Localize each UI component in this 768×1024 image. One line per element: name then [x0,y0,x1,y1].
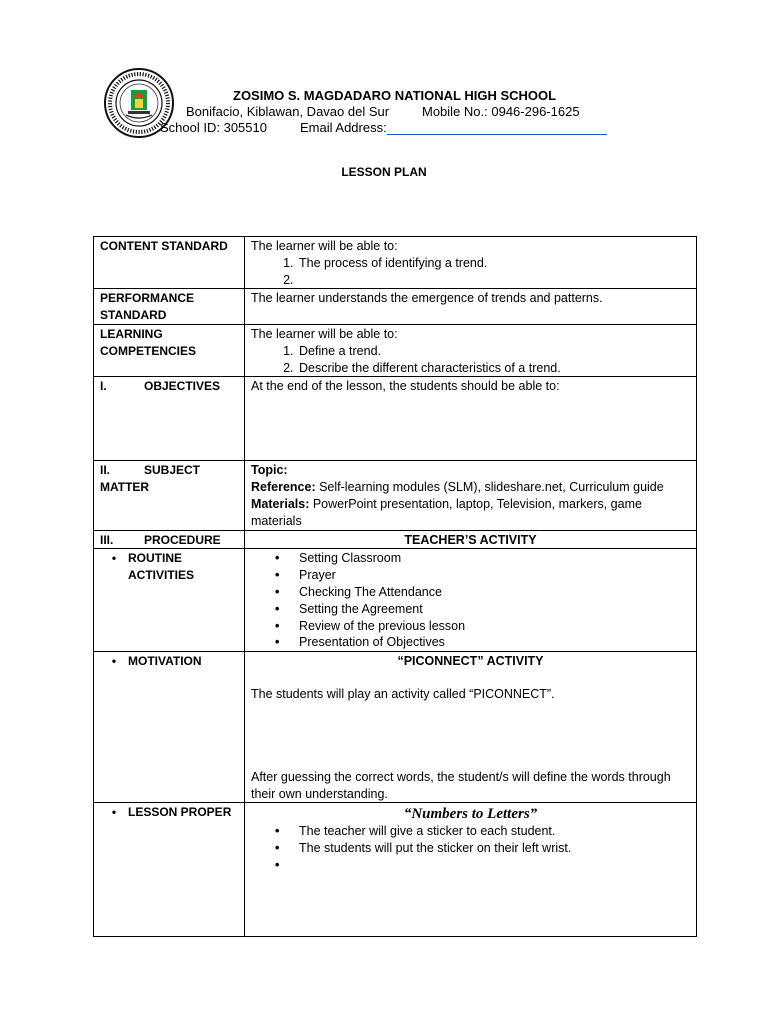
list-item [297,857,690,874]
learning-competencies-label: LEARNING COMPETENCIES [94,324,245,376]
topic-label: Topic: [251,463,288,478]
list-item: • Prayer [297,567,690,584]
list-item: • Checking The Attendance [297,584,690,601]
email-blank-line [387,134,607,135]
learning-competencies-intro: The learner will be able to: [251,326,398,341]
school-address: Bonifacio, Kiblawan, Davao del Sur [186,104,390,119]
motivation-cell [245,652,697,803]
performance-standard-label: PERFORMANCE STANDARD [94,289,245,325]
row-lesson-proper [94,803,697,937]
row-procedure [94,530,697,549]
row-routine-activities [94,549,697,652]
reference-text: Self-learning modules (SLM), slideshare.net, Curriculum guide [315,480,664,495]
lesson-proper-list [251,823,690,873]
lesson-plan-table [93,236,697,937]
objectives-label-cell [94,377,245,461]
list-item: • Review of the previous lesson [297,618,690,635]
subject-matter-cell [245,461,697,530]
procedure-label-cell [94,530,245,549]
routine-cell [245,549,697,652]
performance-standard-text: The learner understands the emergence of trends and patterns. [245,289,697,325]
school-name: ZOSIMO S. MAGDADARO NATIONAL HIGH SCHOOL [233,88,557,103]
reference-label: Reference: [251,480,316,495]
lesson-proper-bullet: • [111,805,117,820]
routine-label: ROUTINE ACTIVITIES [128,551,195,583]
objectives-text: At the end of the lesson, the students should be able to: [245,377,697,461]
learning-competencies-cell [245,324,697,376]
mobile-number: Mobile No.: 0946-296-1625 [422,104,580,119]
row-performance-standard [94,289,697,325]
list-item [297,272,690,289]
routine-bullet: • [111,551,117,566]
motivation-label-cell [94,652,245,803]
lesson-proper-label: LESSON PROPER [128,805,232,820]
list-item: • The students will put the sticker on their left wrist. [297,840,690,857]
list-item: • The teacher will give a sticker to each student. [297,823,690,840]
objectives-label: OBJECTIVES [144,379,221,394]
materials-label: Materials: [251,496,310,511]
row-objectives [94,377,697,461]
email-label: Email Address: [300,120,387,135]
learning-competencies-list [251,343,690,377]
piconnect-heading: “PICONNECT” ACTIVITY [397,654,544,669]
motivation-text-2: After guessing the correct words, the student/s will define the words through their own understanding. [251,769,671,801]
list-item: 1. Define a trend. [297,343,690,360]
list-item: • Setting Classroom [297,550,690,567]
list-item: 1. The process of identifying a trend. [297,255,690,272]
school-id: School ID: 305510 [160,120,267,135]
document-title: LESSON PLAN [341,165,427,179]
motivation-bullet: • [111,654,117,669]
content-standard-label: CONTENT STANDARD [94,237,245,289]
row-learning-competencies [94,324,697,376]
content-standard-list [251,255,690,289]
objectives-roman: I. [100,379,107,394]
materials-text: PowerPoint presentation, laptop, Television, markers, game materials [251,496,642,528]
routine-label-cell [94,549,245,652]
list-item: • Presentation of Objectives [297,634,690,651]
subject-matter-label-cell [94,461,245,530]
teachers-activity-heading: TEACHER’S ACTIVITY [245,530,697,549]
subject-matter-label: SUBJECT MATTER [100,463,201,495]
procedure-label: PROCEDURE [144,532,221,547]
list-item: • Setting the Agreement [297,601,690,618]
numbers-to-letters-heading: “Numbers to Letters” [403,806,538,823]
row-motivation [94,652,697,803]
content-standard-intro: The learner will be able to: [251,239,398,253]
row-subject-matter [94,461,697,530]
motivation-text-1: The students will play an activity called “PICONNECT”. [251,686,555,701]
routine-list [251,550,690,651]
subject-matter-roman: II. [100,463,111,478]
procedure-roman: III. [100,532,114,547]
row-content-standard [94,237,697,289]
list-item: 2. Describe the different characteristics of a trend. [297,360,690,377]
lesson-proper-label-cell [94,803,245,937]
lesson-proper-cell [245,803,697,937]
content-standard-cell [245,237,697,289]
motivation-label: MOTIVATION [128,654,202,669]
